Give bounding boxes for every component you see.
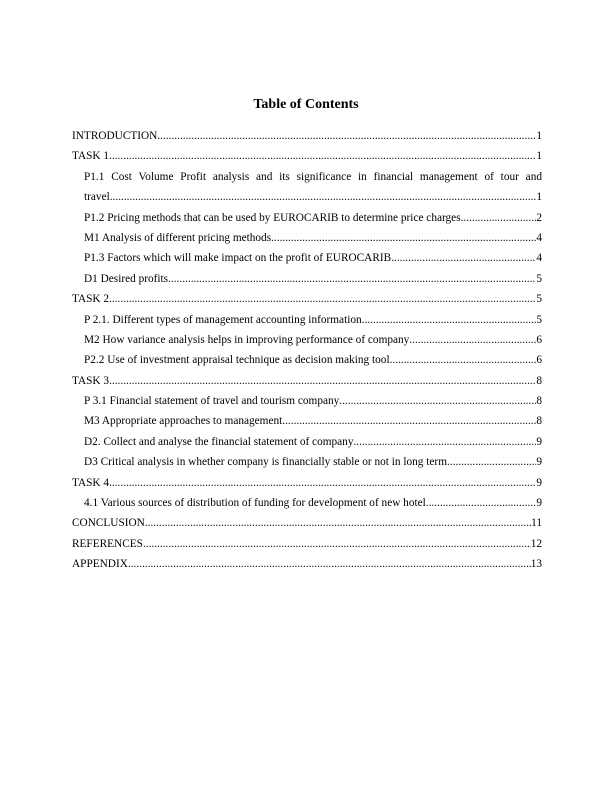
table-of-contents <box>72 126 542 575</box>
toc-entry-task-1[interactable] <box>72 146 542 166</box>
toc-entry-page: 8 <box>536 415 542 428</box>
toc-entry-page: 11 <box>531 517 542 530</box>
dot-leader <box>339 391 536 411</box>
toc-entry-label: INTRODUCTION <box>72 130 158 142</box>
toc-entry-label: P2.2 Use of investment appraisal technique as decision making tool <box>84 354 390 367</box>
toc-entry-label: CONCLUSION <box>72 517 145 530</box>
toc-entry-page: 6 <box>536 354 542 367</box>
dot-leader <box>362 310 537 330</box>
toc-entry-label: P 2.1. Different types of management accounting information <box>84 313 362 326</box>
toc-entry-page: 5 <box>536 293 542 306</box>
dot-leader <box>409 330 536 350</box>
dot-leader <box>128 554 531 574</box>
toc-entry-label: D2. Collect and analyse the financial statement of company <box>84 435 354 448</box>
toc-entry-label: M1 Analysis of different pricing methods <box>84 231 272 244</box>
toc-entry-label-line1: P1.1 Cost Volume Profit analysis and its significance in financial management of tour and <box>84 170 542 183</box>
toc-entry-label: P 3.1 Financial statement of travel and tourism company <box>84 395 340 408</box>
dot-leader <box>168 269 536 289</box>
toc-entry-page: 9 <box>536 435 542 448</box>
toc-entry-p2-1[interactable] <box>72 310 542 330</box>
toc-entry-appendix[interactable] <box>72 554 542 574</box>
dot-leader <box>145 513 531 533</box>
toc-entry-d1[interactable] <box>72 269 542 289</box>
toc-entry-task-3[interactable] <box>72 371 542 391</box>
toc-entry-p1-3[interactable] <box>72 248 542 268</box>
toc-entry-label: M3 Appropriate approaches to management <box>84 415 283 428</box>
toc-entry-introduction[interactable] <box>72 126 542 146</box>
toc-entry-page: 8 <box>536 395 542 408</box>
toc-entry-p3-1[interactable] <box>72 391 542 411</box>
toc-entry-task-2[interactable] <box>72 289 542 309</box>
dot-leader <box>143 534 531 554</box>
toc-entry-label: TASK 4 <box>72 476 110 489</box>
dot-leader <box>109 289 536 309</box>
toc-heading: Table of Contents <box>253 97 359 112</box>
toc-entry-label: APPENDIX <box>72 558 128 571</box>
toc-entry-label: TASK 2 <box>72 293 110 306</box>
toc-entry-page: 1 <box>536 191 542 204</box>
toc-entry-p1-2[interactable] <box>72 208 542 228</box>
dot-leader <box>109 371 536 391</box>
toc-entry-page: 13 <box>530 558 542 571</box>
toc-entry-page: 9 <box>536 476 542 489</box>
dot-leader <box>282 411 536 431</box>
toc-entry-page: 1 <box>536 150 542 163</box>
dot-leader <box>391 248 536 268</box>
dot-leader <box>109 473 536 493</box>
toc-entry-m2[interactable] <box>72 330 542 350</box>
toc-entry-label: REFERENCES <box>72 537 143 550</box>
toc-entry-label: P1.2 Pricing methods that can be used by EUROCARIB to determine price charges <box>84 211 461 224</box>
toc-entry-label: P1.3 Factors which will make impact on the profit of EUROCARIB <box>84 252 392 265</box>
toc-entry-label: TASK 3 <box>72 374 110 387</box>
toc-entry-label: TASK 1 <box>72 150 110 163</box>
toc-entry-label: 4.1 Various sources of distribution of funding for development of new hotel <box>84 497 426 510</box>
toc-entry-label: M2 How variance analysis helps in improving performance of company <box>84 333 410 346</box>
toc-entry-page: 12 <box>530 537 542 550</box>
toc-entry-m3[interactable] <box>72 411 542 431</box>
toc-entry-label: D1 Desired profits <box>84 272 169 285</box>
toc-entry-label: travel <box>84 191 110 204</box>
toc-entry-p2-2[interactable] <box>72 350 542 370</box>
dot-leader <box>461 208 537 228</box>
dot-leader <box>447 452 536 472</box>
toc-entry-task-4[interactable] <box>72 473 542 493</box>
toc-entry-page: 5 <box>536 313 542 326</box>
dot-leader <box>426 493 537 513</box>
toc-entry-label: D3 Critical analysis in whether company is financially stable or not in long term <box>84 456 447 469</box>
toc-entry-conclusion[interactable] <box>72 513 542 533</box>
toc-entry-page: 5 <box>536 272 542 285</box>
toc-entry-d2[interactable] <box>72 432 542 452</box>
toc-entry-references[interactable] <box>72 534 542 554</box>
toc-entry-page: 1 <box>536 130 542 142</box>
toc-entry-m1[interactable] <box>72 228 542 248</box>
dot-leader <box>157 126 536 146</box>
dot-leader <box>109 146 536 166</box>
dot-leader <box>271 228 536 248</box>
toc-entry-page: 9 <box>536 456 542 469</box>
toc-entry-page: 8 <box>536 374 542 387</box>
dot-leader <box>110 187 537 207</box>
toc-entry-p1-1[interactable] <box>72 167 542 208</box>
dot-leader <box>390 350 537 370</box>
toc-entry-d3[interactable] <box>72 452 542 472</box>
dot-leader <box>353 432 536 452</box>
toc-entry-4-1[interactable] <box>72 493 542 513</box>
toc-entry-page: 6 <box>536 333 542 346</box>
toc-entry-page: 2 <box>536 211 542 224</box>
toc-entry-page: 4 <box>536 231 542 244</box>
toc-entry-page: 4 <box>536 252 542 265</box>
toc-entry-page: 9 <box>536 497 542 510</box>
